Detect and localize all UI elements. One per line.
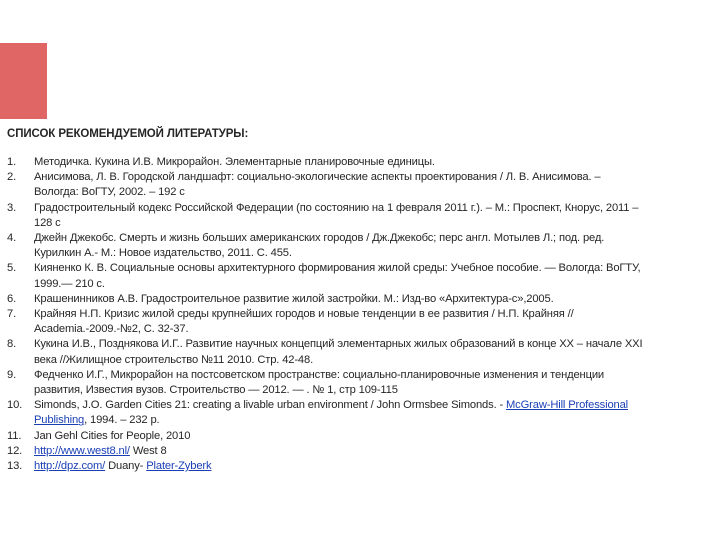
reference-text-segment: Методичка. Кукина И.В. Микрорайон. Элементарные планировочные единицы. [34, 156, 435, 168]
reference-link[interactable]: Plater-Zyberk [146, 460, 212, 473]
reference-text [34, 171, 600, 198]
accent-bar [0, 43, 47, 119]
reference-text-segment: Кияненко К. В. Социальные основы архитектурного формирования жилой среды: Учебное пособие. — Вологда: ВоГТУ, 1999.— 210 с. [34, 262, 641, 290]
reference-text [34, 293, 554, 305]
reference-text [34, 262, 640, 289]
reference-number: 1. [7, 156, 17, 168]
reference-text [34, 232, 604, 259]
reference-text [34, 430, 190, 442]
reference-item [7, 170, 647, 200]
reference-text-segment: West 8 [129, 444, 167, 457]
reference-link[interactable]: McGraw-Hill Professional Publishing [34, 399, 628, 427]
reference-number: 11. [7, 429, 22, 442]
reference-number: 3. [7, 201, 17, 214]
reference-number: 10. [7, 399, 23, 412]
reference-item [7, 444, 647, 459]
reference-number: 7. [7, 308, 17, 321]
reference-item [7, 337, 647, 367]
reference-text-segment: Jan Gehl Cities for People, 2010 [34, 429, 191, 442]
reference-item [7, 459, 647, 474]
slide-body [7, 127, 647, 474]
reference-item [7, 155, 647, 170]
reference-text [34, 445, 167, 457]
reference-item [7, 292, 647, 307]
reference-number: 2. [7, 171, 17, 184]
reference-item [7, 201, 647, 231]
page-title: СПИСОК РЕКОМЕНДУЕМОЙ ЛИТЕРАТУРЫ: [7, 128, 249, 140]
reference-text-segment: Анисимова, Л. В. Городской ландшафт: социально-экологические аспекты проектирования / Л. В. Анисимова. – Вологда: ВоГТУ, 2002. – 192 с [34, 171, 601, 199]
reference-text [34, 399, 628, 426]
reference-text-segment: Градостроительный кодекс Российской Федерации (по состоянию на 1 февраля 2011 г.). – М.: Проспект, Кнорус, 2011 – 128 с [34, 201, 639, 229]
reference-text-segment: Крашенинников А.В. Градостроительное развитие жилой застройки. М.: Изд-во «Архитектура-с»,2005. [34, 292, 554, 305]
reference-text-segment: Крайняя Н.П. Кризис жилой среды крупнейших городов и новые тенденции в ее развития / Н.П. Крайняя // Academia.-2009.-№2, С. 32-37. [34, 308, 574, 336]
reference-item [7, 368, 647, 398]
reference-number: 8. [7, 338, 17, 351]
reference-number: 4. [7, 232, 17, 245]
reference-text-segment: Федченко И.Г., Микрорайон на постсоветском пространстве: социально-планировочные изменения и тенденции развития, Известия вузов. Строительство — 2012. — . № 1, стр 109-115 [34, 368, 605, 397]
reference-item [7, 429, 647, 444]
reference-link[interactable]: http://www.west8.nl/ [34, 444, 130, 457]
reference-item [7, 398, 647, 428]
reference-item [7, 261, 647, 291]
reference-text-segment: Simonds, J.O. Garden Cities 21: creating a livable urban environment / John Ormsbee Simonds. - [34, 399, 507, 412]
reference-text [34, 308, 574, 335]
reference-item [7, 307, 647, 337]
reference-text-segment: Джейн Джекобс. Смерть и жизнь больших американских городов / Дж.Джекобс; перс англ. Мотылев Л.; под. ред. Курилкин А.- М.: Новое издательство, 2011. С. 455. [34, 232, 605, 260]
reference-number: 6. [7, 292, 17, 305]
reference-text [34, 156, 435, 168]
reference-number: 9. [7, 368, 17, 381]
reference-number: 12. [7, 444, 23, 457]
reference-text-segment: Кукина И.В., Позднякова И.Г.. Развитие научных концепций элементарных жилых образований в конце XX – начале XXI века //Жилищное строительство №11 2010. Стр. 42-48. [34, 338, 643, 366]
reference-text-segment: Duany- [105, 460, 147, 473]
reference-text [34, 338, 642, 365]
reference-item [7, 231, 647, 261]
reference-link[interactable]: http://dpz.com/ [34, 460, 106, 473]
reference-number: 5. [7, 262, 17, 275]
reference-text [34, 460, 211, 472]
reference-text [34, 369, 604, 396]
reference-number: 13. [7, 460, 23, 473]
reference-text-segment: , 1994. – 232 p. [84, 414, 160, 427]
reference-list [7, 155, 647, 474]
reference-text [34, 202, 638, 229]
